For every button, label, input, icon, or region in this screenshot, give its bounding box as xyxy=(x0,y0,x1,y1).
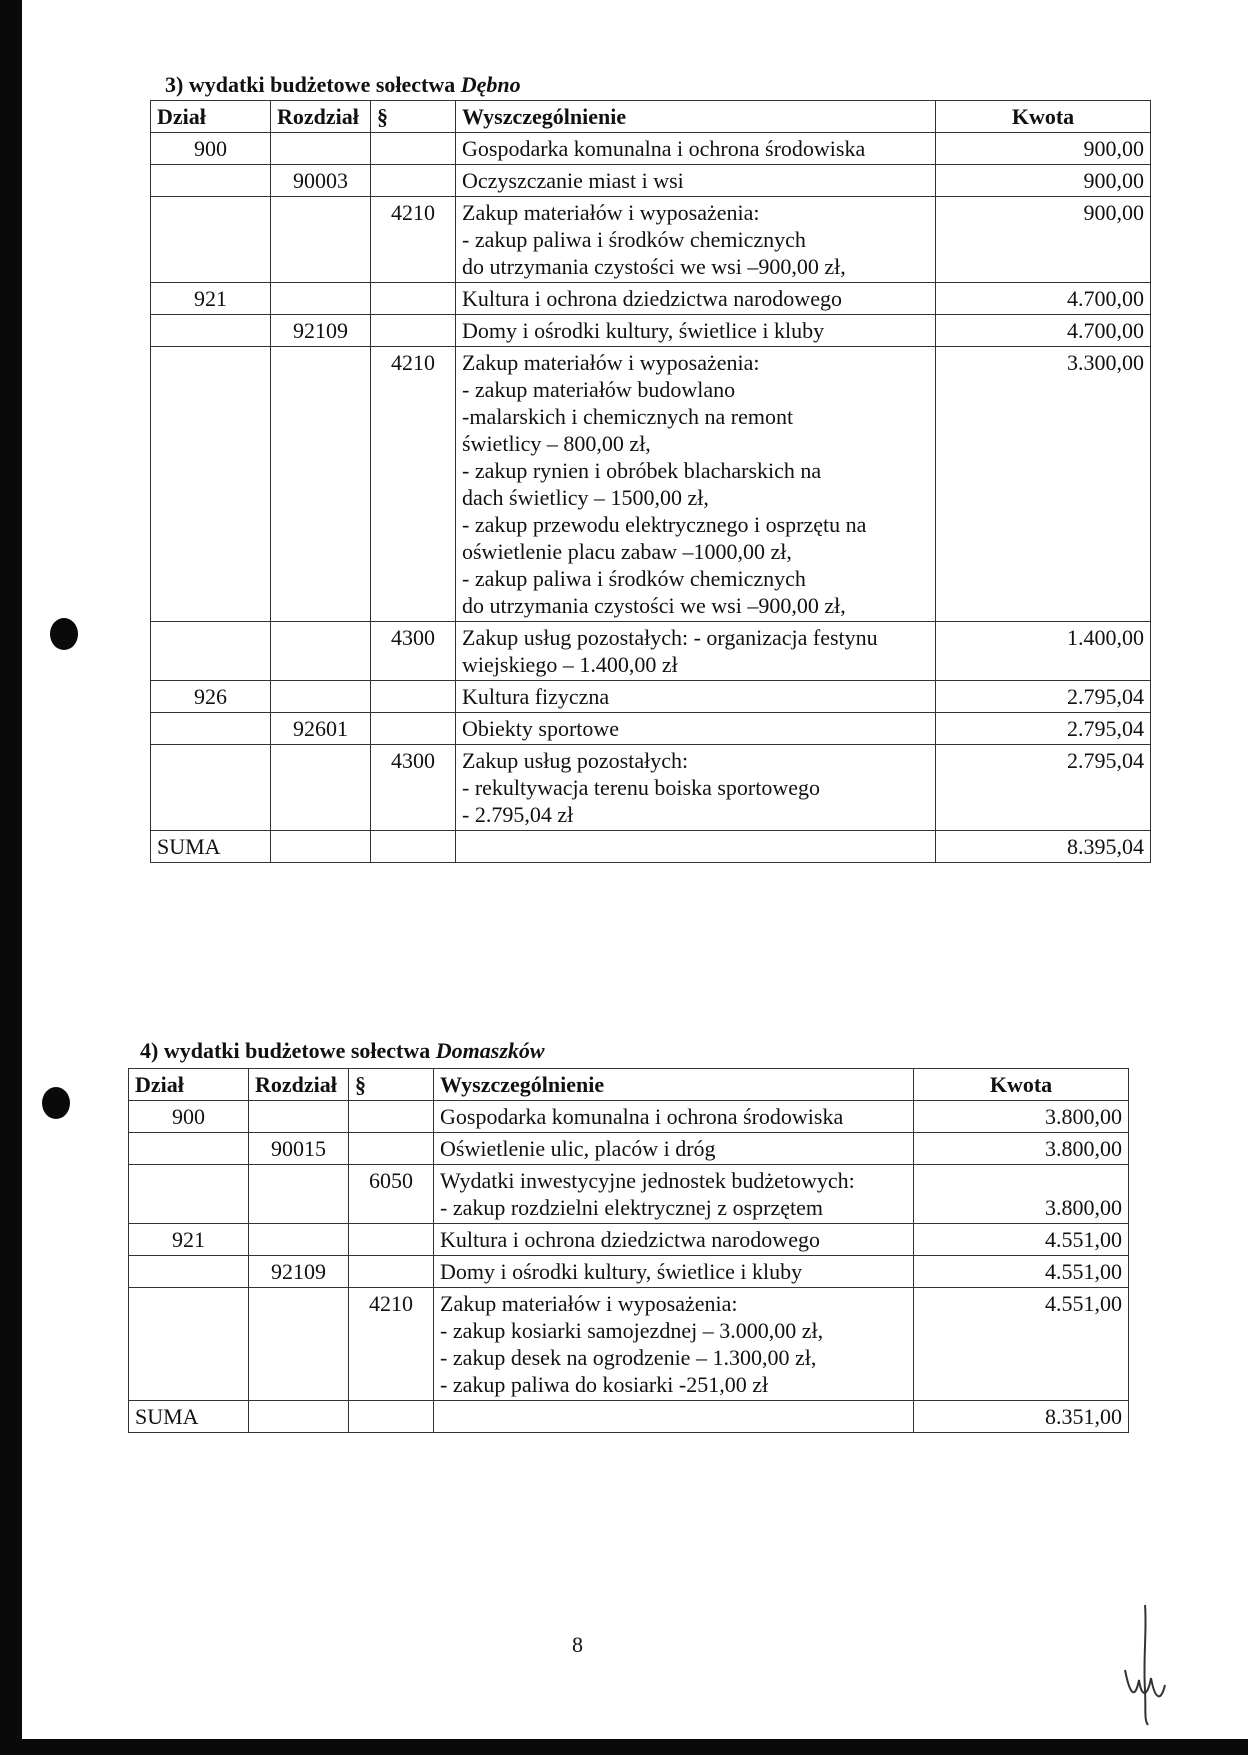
cell-amount: 2.795,04 xyxy=(936,713,1151,745)
cell-paragraph: 4210 xyxy=(371,347,456,622)
cell-rozdzial xyxy=(249,1101,349,1133)
cell-rozdzial: 92109 xyxy=(271,315,371,347)
cell-amount: 2.795,04 xyxy=(936,681,1151,713)
punch-hole-bottom xyxy=(42,1087,70,1119)
cell-rozdzial xyxy=(249,1165,349,1224)
header-kwota: Kwota xyxy=(914,1069,1129,1101)
table-header-row xyxy=(151,101,1151,133)
table-row xyxy=(129,1256,1129,1288)
cell-rozdzial xyxy=(271,681,371,713)
cell-paragraph xyxy=(349,1101,434,1133)
cell-description xyxy=(456,197,936,283)
description-line: -malarskich i chemicznych na remont xyxy=(462,404,794,429)
cell-dzial: 921 xyxy=(129,1224,249,1256)
description-line: - rekultywacja terenu boiska sportowego xyxy=(462,775,820,800)
cell-amount: 900,00 xyxy=(936,165,1151,197)
cell-amount: 3.300,00 xyxy=(936,347,1151,622)
section-heading-prefix: 4) wydatki budżetowe sołectwa xyxy=(140,1038,431,1063)
empty-cell xyxy=(434,1401,914,1433)
cell-dzial xyxy=(151,745,271,831)
cell-rozdzial xyxy=(249,1224,349,1256)
budget-table-domaszkow xyxy=(128,1068,1129,1433)
cell-description xyxy=(434,1288,914,1401)
table-row xyxy=(151,745,1151,831)
header-rozdzial: Rozdział xyxy=(249,1069,349,1101)
table-row xyxy=(151,283,1151,315)
header-description: Wyszczególnienie xyxy=(456,101,936,133)
header-dzial: Dział xyxy=(129,1069,249,1101)
description-line: - 2.795,04 zł xyxy=(462,802,574,827)
empty-cell xyxy=(271,831,371,863)
cell-rozdzial xyxy=(271,197,371,283)
cell-dzial: 926 xyxy=(151,681,271,713)
empty-cell xyxy=(249,1401,349,1433)
cell-dzial xyxy=(129,1256,249,1288)
table-row xyxy=(151,315,1151,347)
cell-dzial xyxy=(151,622,271,681)
cell-description: Oczyszczanie miast i wsi xyxy=(456,165,936,197)
description-line: świetlicy – 800,00 zł, xyxy=(462,431,651,456)
empty-cell xyxy=(371,831,456,863)
table-row xyxy=(129,1101,1129,1133)
cell-rozdzial xyxy=(271,283,371,315)
section-heading-place: Domaszków xyxy=(435,1038,545,1063)
header-rozdzial: Rozdział xyxy=(271,101,371,133)
header-dzial: Dział xyxy=(151,101,271,133)
cell-rozdzial xyxy=(271,347,371,622)
description-line: do utrzymania czystości we wsi –900,00 zł, xyxy=(462,254,846,279)
cell-description: Oświetlenie ulic, placów i dróg xyxy=(434,1133,914,1165)
empty-cell xyxy=(349,1401,434,1433)
cell-amount: 3.800,00 xyxy=(914,1101,1129,1133)
total-row xyxy=(129,1401,1129,1433)
page-number: 8 xyxy=(572,1632,583,1657)
cell-paragraph xyxy=(349,1224,434,1256)
cell-description: Kultura i ochrona dziedzictwa narodowego xyxy=(456,283,936,315)
cell-description xyxy=(456,745,936,831)
description-line: - zakup paliwa do kosiarki -251,00 zł xyxy=(440,1372,769,1397)
cell-rozdzial xyxy=(271,745,371,831)
cell-description: Domy i ośrodki kultury, świetlice i kluby xyxy=(434,1256,914,1288)
cell-amount: 3.800,00 xyxy=(914,1133,1129,1165)
cell-description: Obiekty sportowe xyxy=(456,713,936,745)
section-heading-prefix: 3) wydatki budżetowe sołectwa xyxy=(165,72,456,97)
cell-description: Zakup usług pozostałych: - organizacja festynu wiejskiego – 1.400,00 zł xyxy=(456,622,936,681)
description-line: - zakup przewodu elektrycznego i osprzętu na xyxy=(462,512,867,537)
cell-amount: 4.700,00 xyxy=(936,315,1151,347)
cell-rozdzial: 92601 xyxy=(271,713,371,745)
cell-dzial: 900 xyxy=(129,1101,249,1133)
table-row xyxy=(151,165,1151,197)
description-line: - zakup desek na ogrodzenie – 1.300,00 zł, xyxy=(440,1345,817,1370)
cell-dzial xyxy=(151,713,271,745)
description-line: - zakup materiałów budowlano xyxy=(462,377,736,402)
cell-amount: 4.700,00 xyxy=(936,283,1151,315)
cell-rozdzial xyxy=(271,133,371,165)
cell-amount: 4.551,00 xyxy=(914,1224,1129,1256)
cell-dzial xyxy=(151,347,271,622)
cell-description xyxy=(456,347,936,622)
scan-edge-bottom xyxy=(0,1739,1248,1755)
cell-dzial xyxy=(129,1133,249,1165)
section-heading-debno xyxy=(165,72,521,98)
description-line: Zakup usług pozostałych: xyxy=(462,748,689,773)
description-line: - zakup rozdzielni elektrycznej z osprzętem xyxy=(440,1195,823,1220)
cell-dzial xyxy=(151,165,271,197)
total-label: SUMA xyxy=(129,1401,249,1433)
cell-amount: 3.800,00 xyxy=(914,1165,1129,1224)
description-line: - zakup rynien i obróbek blacharskich na xyxy=(462,458,822,483)
description-line: Zakup materiałów i wyposażenia: xyxy=(462,200,760,225)
cell-dzial xyxy=(151,315,271,347)
description-line: Zakup materiałów i wyposażenia: xyxy=(440,1291,738,1316)
total-row xyxy=(151,831,1151,863)
cell-paragraph xyxy=(371,713,456,745)
cell-paragraph xyxy=(349,1256,434,1288)
description-line: Zakup materiałów i wyposażenia: xyxy=(462,350,760,375)
table-row xyxy=(129,1133,1129,1165)
description-line: - zakup kosiarki samojezdnej – 3.000,00 zł, xyxy=(440,1318,824,1343)
cell-rozdzial: 90003 xyxy=(271,165,371,197)
table-row xyxy=(129,1224,1129,1256)
empty-cell xyxy=(456,831,936,863)
section-heading-place: Dębno xyxy=(460,72,521,97)
cell-paragraph: 4210 xyxy=(371,197,456,283)
total-label: SUMA xyxy=(151,831,271,863)
cell-dzial xyxy=(129,1288,249,1401)
cell-paragraph xyxy=(371,681,456,713)
cell-paragraph: 4210 xyxy=(349,1288,434,1401)
cell-amount: 4.551,00 xyxy=(914,1288,1129,1401)
scan-edge-left xyxy=(0,0,22,1755)
table-row xyxy=(151,622,1151,681)
description-line: do utrzymania czystości we wsi –900,00 zł, xyxy=(462,593,846,618)
cell-description xyxy=(434,1165,914,1224)
header-paragraph: § xyxy=(371,101,456,133)
table-row xyxy=(151,713,1151,745)
cell-paragraph: 4300 xyxy=(371,622,456,681)
handwritten-signature xyxy=(1115,1600,1185,1730)
cell-rozdzial xyxy=(249,1288,349,1401)
description-line: - zakup paliwa i środków chemicznych xyxy=(462,227,806,252)
cell-amount: 1.400,00 xyxy=(936,622,1151,681)
cell-paragraph xyxy=(371,315,456,347)
budget-table-debno xyxy=(150,100,1151,863)
description-line: oświetlenie placu zabaw –1000,00 zł, xyxy=(462,539,792,564)
cell-paragraph: 6050 xyxy=(349,1165,434,1224)
cell-paragraph xyxy=(371,283,456,315)
punch-hole-top xyxy=(50,618,78,650)
description-line: - zakup paliwa i środków chemicznych xyxy=(462,566,806,591)
cell-dzial: 900 xyxy=(151,133,271,165)
cell-dzial xyxy=(151,197,271,283)
cell-description: Domy i ośrodki kultury, świetlice i kluby xyxy=(456,315,936,347)
cell-rozdzial xyxy=(271,622,371,681)
header-description: Wyszczególnienie xyxy=(434,1069,914,1101)
table-row xyxy=(151,681,1151,713)
section-heading-domaszkow xyxy=(140,1038,545,1064)
cell-paragraph xyxy=(349,1133,434,1165)
header-kwota: Kwota xyxy=(936,101,1151,133)
table-row xyxy=(151,133,1151,165)
table-header-row xyxy=(129,1069,1129,1101)
cell-description: Gospodarka komunalna i ochrona środowiska xyxy=(456,133,936,165)
total-amount: 8.395,04 xyxy=(936,831,1151,863)
cell-paragraph: 4300 xyxy=(371,745,456,831)
cell-rozdzial: 90015 xyxy=(249,1133,349,1165)
cell-description: Kultura fizyczna xyxy=(456,681,936,713)
table-row xyxy=(151,347,1151,622)
cell-dzial xyxy=(129,1165,249,1224)
cell-description: Gospodarka komunalna i ochrona środowiska xyxy=(434,1101,914,1133)
cell-description: Kultura i ochrona dziedzictwa narodowego xyxy=(434,1224,914,1256)
cell-amount: 2.795,04 xyxy=(936,745,1151,831)
table-row xyxy=(129,1165,1129,1224)
header-paragraph: § xyxy=(349,1069,434,1101)
description-line: dach świetlicy – 1500,00 zł, xyxy=(462,485,709,510)
cell-amount: 900,00 xyxy=(936,133,1151,165)
description-line: Wydatki inwestycyjne jednostek budżetowych: xyxy=(440,1168,855,1193)
table-row xyxy=(151,197,1151,283)
cell-amount: 4.551,00 xyxy=(914,1256,1129,1288)
cell-paragraph xyxy=(371,133,456,165)
cell-paragraph xyxy=(371,165,456,197)
cell-dzial: 921 xyxy=(151,283,271,315)
total-amount: 8.351,00 xyxy=(914,1401,1129,1433)
table-row xyxy=(129,1288,1129,1401)
cell-amount: 900,00 xyxy=(936,197,1151,283)
cell-rozdzial: 92109 xyxy=(249,1256,349,1288)
